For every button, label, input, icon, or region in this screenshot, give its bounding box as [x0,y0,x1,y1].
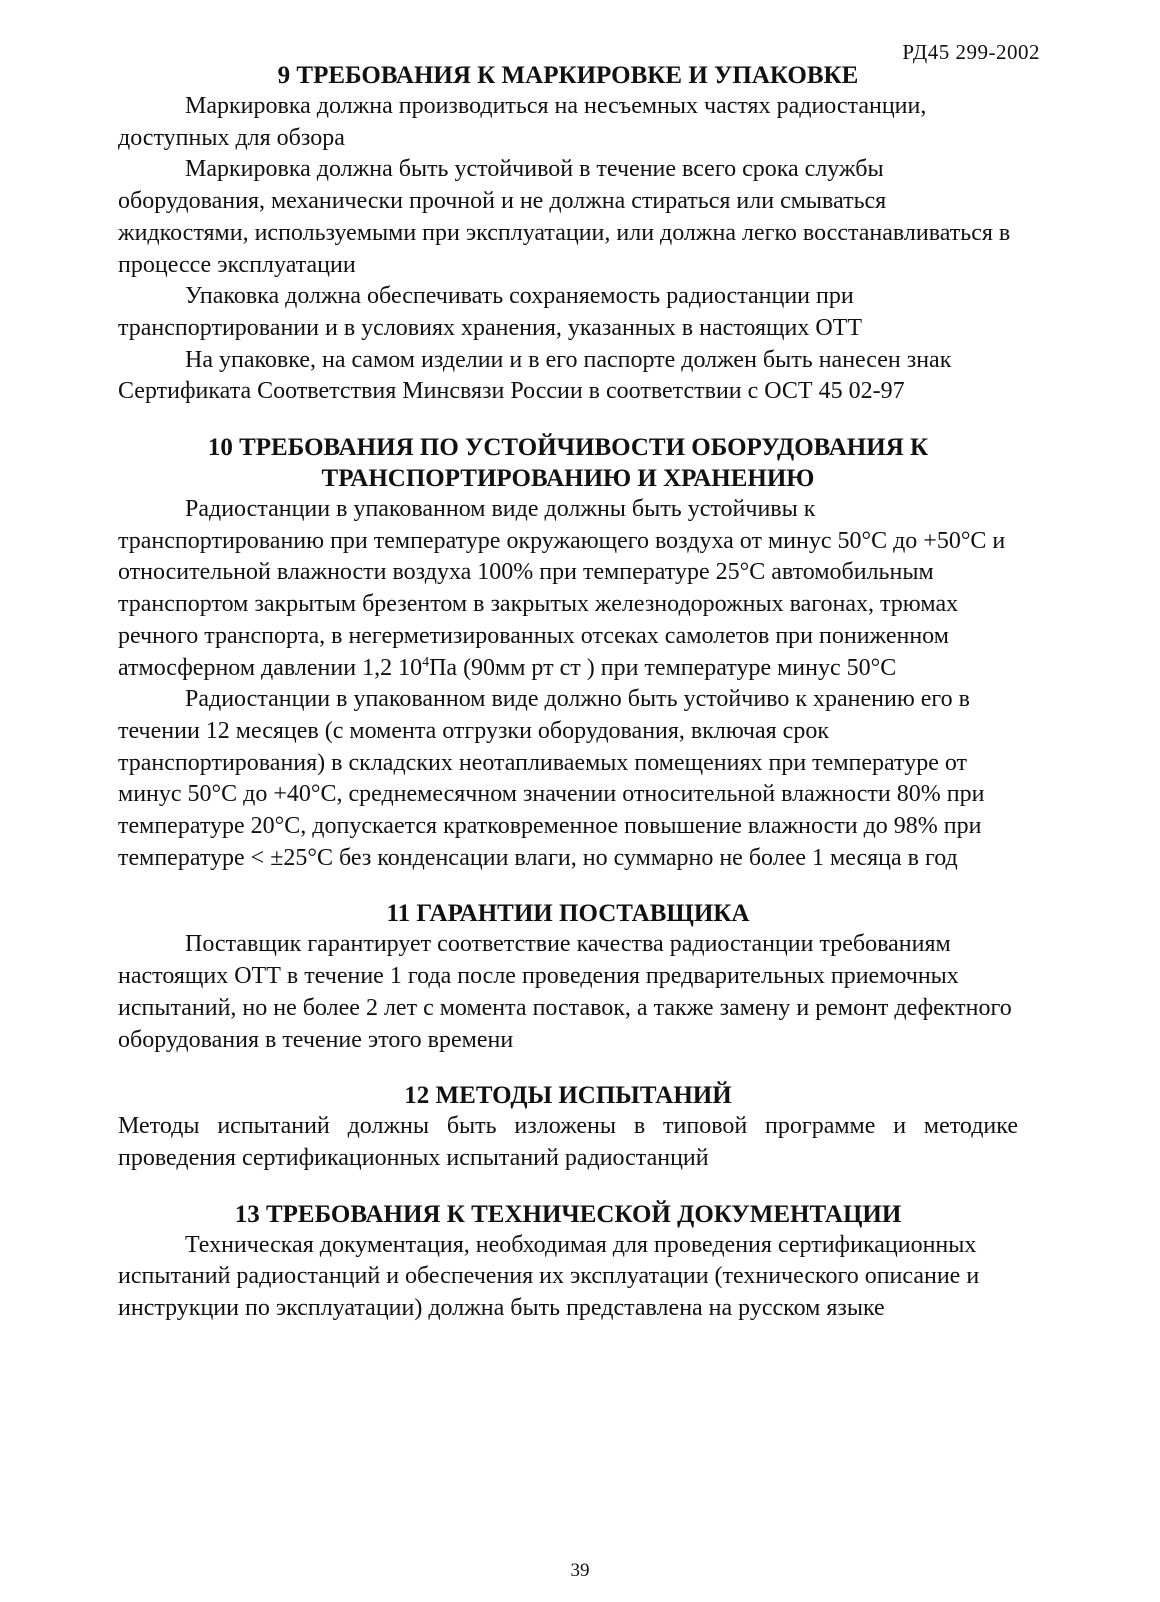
pressure-exponent: 4 [422,654,430,670]
section-12-test-methods [118,1080,1018,1174]
section-spacer [118,1175,1018,1199]
section-10-title [118,432,1018,494]
section-9-paragraph-2: Маркировка должна быть устойчивой в течение всего срока службы оборудования, механически прочной и не должна стираться или смываться жидкостями, используемыми при эксплуатации, или должна легко восстанавливаться в процессе эксплуатации [118,156,1011,278]
document-code: РД45 299-2002 [902,40,1040,64]
section-11-title: 11 ГАРАНТИИ ПОСТАВЩИКА [386,900,750,928]
section-13-technical-documentation [118,1199,1018,1325]
section-9-paragraph-3: Упаковка должна обеспечивать сохраняемость радиостанции при транспортировании и в условиях хранения, указанных в настоящих ОТТ [118,283,862,341]
section-10-paragraph-2: Радиостанции в упакованном виде должно быть устойчиво к хранению его в течении 12 месяцев (с момента отгрузки оборудования, включая срок транспортирования) в складских неотапливаемых помещениях при температуре от минус 50°С до +40°С, среднемесячном значении относительной влажности 80% при температуре 20°С, допускается кратковременное повышение влажности до 98% при температуре < ±25°С без конденсации влаги, но суммарно не более 1 месяца в год [118,686,985,871]
section-10-title-line-2: ТРАНСПОРТИРОВАНИЮ И ХРАНЕНИЮ [321,465,815,493]
section-9-title: 9 ТРЕБОВАНИЯ К МАРКИРОВКЕ И УПАКОВКЕ [277,62,859,89]
section-12-paragraph-1: Методы испытаний должны быть изложены в типовой программе и методике проведения сертификационных испытаний радиостанций [118,1113,1018,1171]
section-11-supplier-warranty [118,898,1018,1056]
section-12-title: 12 МЕТОДЫ ИСПЫТАНИЙ [404,1082,732,1110]
section-10-paragraph-1 [118,494,1018,684]
section-10-paragraph-1-text: Радиостанции в упакованном виде должны быть устойчивы к транспортированию при температуре окружающего воздуха от минус 50°С до +50°С и относительной влажности воздуха 100% при температуре 25°С автомобильным транспортом закрытым брезентом в закрытых железнодорожных вагонах, трюмах речного транспорта, в негерметизированных отсеках самолетов при пониженном атмосферном давлении 1,2 10 [118,496,1006,681]
section-13-title: 13 ТРЕБОВАНИЯ К ТЕХНИЧЕСКОЙ ДОКУМЕНТАЦИИ [234,1200,902,1228]
section-spacer [118,874,1018,898]
section-10-paragraph-1-text-end: Па (90мм рт ст ) при температуре минус 50°С [429,654,897,681]
section-10-title-line-1: 10 ТРЕБОВАНИЯ ПО УСТОЙЧИВОСТИ ОБОРУДОВАНИЯ К [207,434,929,462]
section-spacer [118,408,1018,432]
section-spacer [118,1056,1018,1080]
section-9-paragraph-4: На упаковке, на самом изделии и в его паспорте должен быть нанесен знак Сертификата Соответствия Минсвязи России в соответствии с ОСТ 45 02-97 [118,346,952,405]
section-13-paragraph-1: Техническая документация, необходимая для проведения сертификационных испытаний радиостанций и обеспечения их эксплуатации (технического описание и инструкции по эксплуатации) должна быть представлена на русском языке [118,1231,980,1322]
section-11-paragraph-1: Поставщик гарантирует соответствие качества радиостанции требованиям настоящих ОТТ в течение 1 года после проведения предварительных приемочных испытаний, но не более 2 лет с момента поставок, а также замену и ремонт дефектного оборудования в течение этого времени [118,931,1012,1053]
page-number: 39 [570,1560,590,1581]
document-body [118,60,1018,1325]
section-9-marking-packaging [118,60,1018,408]
section-10-transport-storage [118,432,1018,874]
section-9-paragraph-1: Маркировка должна производиться на несъемных частях радиостанции, доступных для обзора [118,93,927,151]
